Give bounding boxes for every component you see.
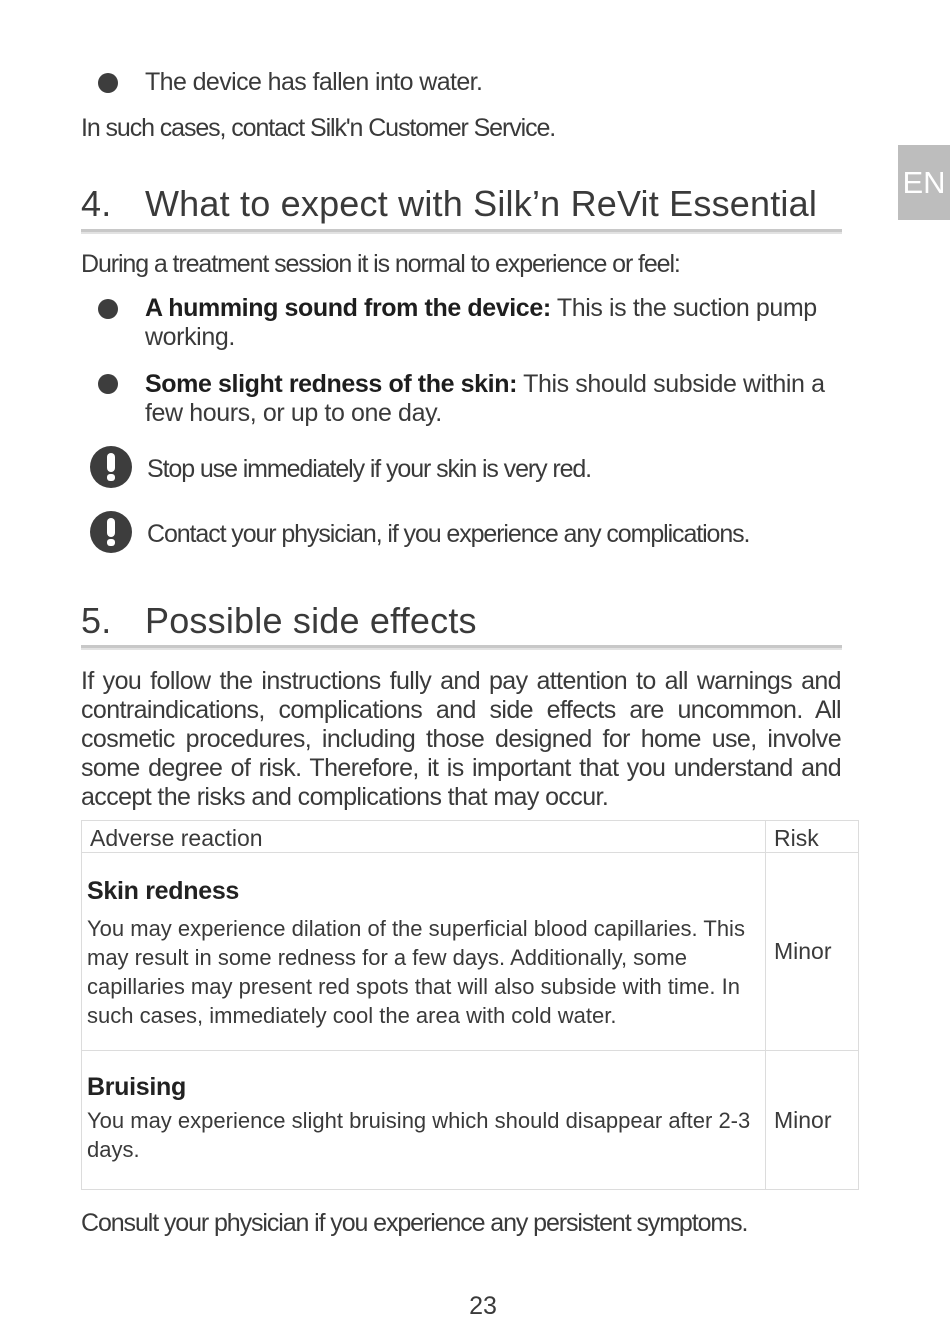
section-4-title: What to expect with Silk’n ReVit Essential <box>145 183 818 224</box>
effect-name: Bruising <box>87 1073 186 1101</box>
effect-description: You may experience dilation of the superficial blood capillaries. This may result in some redness for a few days. Additionally, some capillaries may present red spots that will also subside with time. In such cases, immediately cool the area with cold water. <box>87 916 745 1028</box>
section-5-title: Possible side effects <box>145 600 477 641</box>
table-header-risk <box>766 821 859 853</box>
expect-item-title: A humming sound from the device: <box>145 294 551 322</box>
bullet-icon <box>98 73 118 93</box>
reaction-cell <box>82 853 766 1051</box>
section-4-lead: During a treatment session it is normal to experience or feel: <box>81 250 680 278</box>
closing-text: Consult your physician if you experience any persistent symptoms. <box>81 1209 748 1237</box>
risk-cell <box>766 1051 859 1190</box>
reaction-cell <box>82 1051 766 1190</box>
header-label: Risk <box>774 825 819 851</box>
expect-item-text: This should subside within a few hours, or up to one day. <box>145 370 825 427</box>
section-5-number: 5. <box>81 600 112 641</box>
warning-text: Contact your physician, if you experience any complications. <box>147 520 750 548</box>
table-row <box>82 1051 859 1190</box>
bullet-text: The device has fallen into water. <box>145 68 483 96</box>
side-effects-table <box>81 820 859 1190</box>
risk-value: Minor <box>774 1106 832 1133</box>
side-effects-paragraph: If you follow the instructions fully and pay attention to all warnings and contraindications, complications and side effects are uncommon. All cosmetic procedures, including those designed for home use, involve some degree of risk. Therefore, it is important that you understand and accept the risks and complications that may occur. <box>81 667 841 811</box>
warning-icon <box>90 511 132 553</box>
section-4-divider <box>81 229 842 234</box>
table-row <box>82 853 859 1051</box>
warning-icon <box>90 446 132 488</box>
section-5-divider <box>81 645 842 650</box>
effect-name: Skin redness <box>87 877 240 905</box>
expect-item <box>145 370 855 428</box>
table-header-row <box>82 821 859 853</box>
risk-value: Minor <box>774 938 832 964</box>
table-header-reaction <box>82 821 766 853</box>
effect-description: You may experience slight bruising which should disappear after 2-3 days. <box>87 1108 751 1162</box>
bullet-icon <box>98 299 118 319</box>
language-tab: EN <box>898 145 950 220</box>
page-number: 23 <box>469 1292 497 1320</box>
contact-text: In such cases, contact Silk'n Customer Service. <box>81 114 556 142</box>
expect-item-text: This is the suction pump working. <box>145 294 817 351</box>
risk-cell <box>766 853 859 1051</box>
expect-item <box>145 294 855 352</box>
warning-text: Stop use immediately if your skin is very red. <box>147 455 592 483</box>
section-4-number: 4. <box>81 183 112 224</box>
expect-item-title: Some slight redness of the skin: <box>145 370 518 398</box>
bullet-icon <box>98 374 118 394</box>
header-label: Adverse reaction <box>90 825 263 851</box>
